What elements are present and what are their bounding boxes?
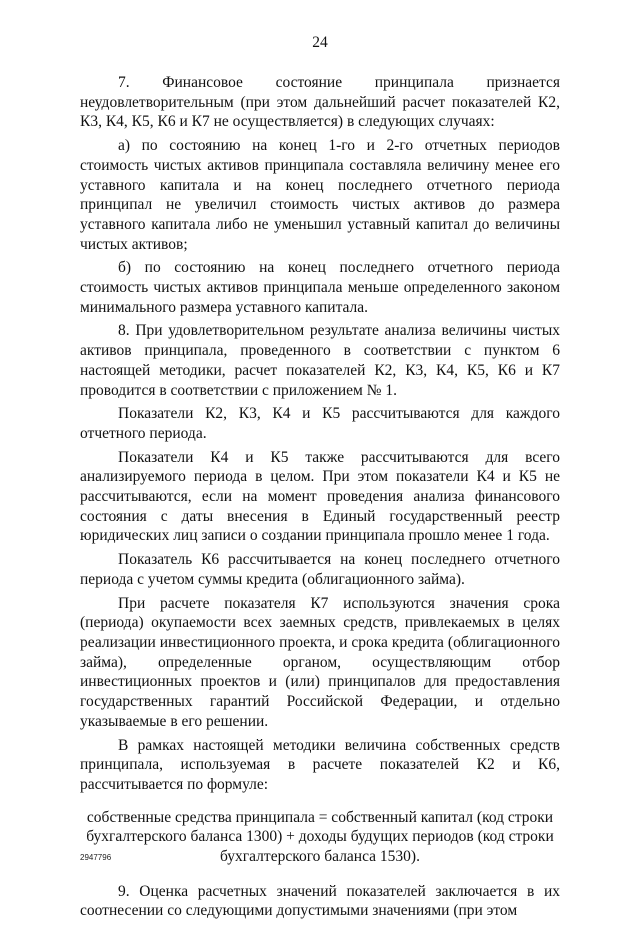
page-number: 24 xyxy=(312,34,328,51)
paragraph-7b: б) по состоянию на конец последнего отчетного периода стоимость чистых активов принципала меньше определенного законом минимального размера уставного капитала. xyxy=(80,259,560,316)
paragraph-k2-k5: Показатели К2, К3, К4 и К5 рассчитываются для каждого отчетного периода. xyxy=(80,405,560,442)
formula-line: бухгалтерского баланса 1530). xyxy=(220,848,420,866)
formula-line: бухгалтерского баланса 1300) + доходы будущих периодов (код строки xyxy=(86,828,554,846)
document-code: 2947796 xyxy=(80,853,112,862)
paragraph-9: 9. Оценка расчетных значений показателей заключается в их соотнесении со следующими допустимыми значениями (при этом xyxy=(80,882,560,920)
paragraph-own-funds: В рамках настоящей методики величина собственных средств принципала, используемая в расчете показателей К2 и К6, рассчитывается по формуле: xyxy=(80,736,560,793)
paragraph-k4-k5: Показатели К4 и К5 также рассчитываются для всего анализируемого периода в целом. При этом показатели К4 и К5 не рассчитываются, если на момент проведения анализа финансового состояния с даты внесения в Единый государственный реестр юридических лиц записи о создании принципала прошло менее 1 года. xyxy=(80,448,560,545)
paragraph-7a: а) по состоянию на конец 1-го и 2-го отчетных периодов стоимость чистых активов принципала составляла величину менее его уставного капитала и на конец последнего отчетного периода принципал не увеличил стоимость чистых активов до размера уставного капитала либо не уменьшил уставный капитал до величины чистых активов; xyxy=(80,137,560,253)
document-body xyxy=(80,73,560,925)
paragraph-k7: При расчете показателя К7 используются значения срока (периода) окупаемости всех заемных средств, привлекаемых в целях реализации инвестиционного проекта, и срока кредита (облигационного займа), определенные органом, осуществляющим отбор инвестиционных проектов и (или) принципалов для предоставления государственных гарантий Российской Федерации, и отдельно указываемые в его решении. xyxy=(80,594,560,730)
paragraph-7: 7. Финансовое состояние принципала признается неудовлетворительным (при этом дальнейший расчет показателей К2, К3, К4, К5, К6 и К7 не осуществляется) в следующих случаях: xyxy=(80,74,560,131)
formula-line: собственные средства принципала = собственный капитал (код строки xyxy=(86,808,554,826)
paragraph-8: 8. При удовлетворительном результате анализа величины чистых активов принципала, проведенного в соответствии с пунктом 6 настоящей методики, расчет показателей К2, К3, К4, К5, К6 и К7 проводится в соответствии с приложением № 1. xyxy=(80,322,560,399)
paragraph-k6: Показатель К6 рассчитывается на конец последнего отчетного периода с учетом суммы кредита (облигационного займа). xyxy=(80,551,560,588)
formula-block xyxy=(80,808,560,867)
